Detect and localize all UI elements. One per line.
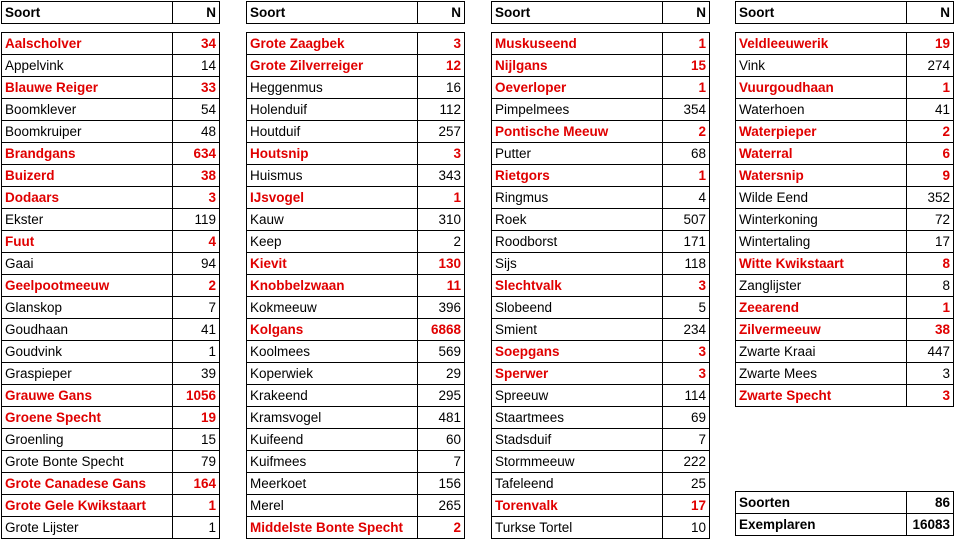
species-row xyxy=(2,231,220,253)
species-count: 3 xyxy=(663,275,710,297)
species-name: Grote Zaagbek xyxy=(247,33,418,55)
species-count: 79 xyxy=(173,451,220,473)
species-row xyxy=(492,407,710,429)
species-count: 38 xyxy=(907,319,954,341)
species-row xyxy=(247,319,465,341)
species-row xyxy=(492,495,710,517)
species-name: Dodaars xyxy=(2,187,173,209)
species-name: Heggenmus xyxy=(247,77,418,99)
species-name: Fuut xyxy=(2,231,173,253)
species-name: Nijlgans xyxy=(492,55,663,77)
species-row xyxy=(492,319,710,341)
species-name: Koperwiek xyxy=(247,363,418,385)
species-name: Kokmeeuw xyxy=(247,297,418,319)
species-name: Muskuseend xyxy=(492,33,663,55)
species-row xyxy=(247,187,465,209)
species-name: Ekster xyxy=(2,209,173,231)
species-row xyxy=(736,55,954,77)
species-count: 6868 xyxy=(418,319,465,341)
species-row xyxy=(247,341,465,363)
species-name: Ringmus xyxy=(492,187,663,209)
species-name: Blauwe Reiger xyxy=(2,77,173,99)
species-row xyxy=(736,231,954,253)
species-count: 119 xyxy=(173,209,220,231)
species-row xyxy=(2,275,220,297)
totals-value: 86 xyxy=(907,492,954,514)
species-name: Sijs xyxy=(492,253,663,275)
empty-row xyxy=(736,428,954,449)
species-row xyxy=(2,407,220,429)
species-name: Holenduif xyxy=(247,99,418,121)
species-count: 72 xyxy=(907,209,954,231)
species-name: Kolgans xyxy=(247,319,418,341)
species-name: Grote Lijster xyxy=(2,517,173,539)
species-name: Geelpootmeeuw xyxy=(2,275,173,297)
species-count: 15 xyxy=(173,429,220,451)
species-name: Goudvink xyxy=(2,341,173,363)
species-count: 569 xyxy=(418,341,465,363)
species-count: 222 xyxy=(663,451,710,473)
species-row xyxy=(247,121,465,143)
species-count: 295 xyxy=(418,385,465,407)
species-name: Krakeend xyxy=(247,385,418,407)
species-row xyxy=(2,121,220,143)
header-n: N xyxy=(418,2,465,24)
species-count: 19 xyxy=(173,407,220,429)
species-name: Waterpieper xyxy=(736,121,907,143)
species-name: Grote Zilverreiger xyxy=(247,55,418,77)
species-name: Rietgors xyxy=(492,165,663,187)
species-count: 2 xyxy=(418,231,465,253)
species-row xyxy=(2,341,220,363)
header-n: N xyxy=(663,2,710,24)
species-count: 16 xyxy=(418,77,465,99)
species-row xyxy=(492,187,710,209)
species-count: 11 xyxy=(418,275,465,297)
species-row xyxy=(247,165,465,187)
totals-label: Exemplaren xyxy=(736,514,907,536)
species-row xyxy=(736,341,954,363)
species-count: 17 xyxy=(663,495,710,517)
table-header xyxy=(2,2,220,24)
species-name: Staartmees xyxy=(492,407,663,429)
species-count: 118 xyxy=(663,253,710,275)
spacer-row xyxy=(736,24,954,33)
species-name: Soepgans xyxy=(492,341,663,363)
species-row xyxy=(2,451,220,473)
species-count: 156 xyxy=(418,473,465,495)
species-count: 60 xyxy=(418,429,465,451)
species-count: 3 xyxy=(907,385,954,407)
species-row xyxy=(492,55,710,77)
species-count: 3 xyxy=(173,187,220,209)
species-count: 29 xyxy=(418,363,465,385)
species-count: 257 xyxy=(418,121,465,143)
species-row xyxy=(492,363,710,385)
species-row xyxy=(247,363,465,385)
species-name: Oeverloper xyxy=(492,77,663,99)
species-count: 1 xyxy=(663,33,710,55)
species-name: Stormmeeuw xyxy=(492,451,663,473)
species-row xyxy=(492,77,710,99)
table-header xyxy=(492,2,710,24)
species-name: Winterkoning xyxy=(736,209,907,231)
spacer-row xyxy=(2,24,220,33)
species-row xyxy=(492,143,710,165)
species-count: 234 xyxy=(663,319,710,341)
species-name: Turkse Tortel xyxy=(492,517,663,539)
species-name: Kramsvogel xyxy=(247,407,418,429)
species-row xyxy=(492,33,710,55)
species-row xyxy=(492,429,710,451)
species-row xyxy=(492,99,710,121)
species-name: Slobeend xyxy=(492,297,663,319)
species-name: Watersnip xyxy=(736,165,907,187)
species-count: 68 xyxy=(663,143,710,165)
species-row xyxy=(2,429,220,451)
species-count: 1 xyxy=(663,165,710,187)
species-count: 2 xyxy=(907,121,954,143)
species-count: 94 xyxy=(173,253,220,275)
species-row xyxy=(492,165,710,187)
species-count: 8 xyxy=(907,275,954,297)
species-row xyxy=(492,253,710,275)
species-row xyxy=(247,209,465,231)
species-row xyxy=(492,517,710,539)
species-name: Slechtvalk xyxy=(492,275,663,297)
species-name: Huismus xyxy=(247,165,418,187)
species-name: Zwarte Specht xyxy=(736,385,907,407)
spacer-row xyxy=(247,24,465,33)
totals-row xyxy=(736,492,954,514)
species-row xyxy=(492,451,710,473)
species-name: Zanglijster xyxy=(736,275,907,297)
species-count: 9 xyxy=(907,165,954,187)
species-row xyxy=(492,209,710,231)
species-row xyxy=(2,55,220,77)
species-name: Boomklever xyxy=(2,99,173,121)
species-count: 33 xyxy=(173,77,220,99)
species-name: Stadsduif xyxy=(492,429,663,451)
species-name: Kuifmees xyxy=(247,451,418,473)
species-name: Veldleeuwerik xyxy=(736,33,907,55)
species-name: Groene Specht xyxy=(2,407,173,429)
table-header xyxy=(736,2,954,24)
species-count: 17 xyxy=(907,231,954,253)
species-name: Zeearend xyxy=(736,297,907,319)
species-count: 1 xyxy=(907,77,954,99)
species-count: 25 xyxy=(663,473,710,495)
species-count: 481 xyxy=(418,407,465,429)
species-name: Graspieper xyxy=(2,363,173,385)
species-name: Middelste Bonte Specht xyxy=(247,517,418,539)
header-soort: Soort xyxy=(736,2,907,24)
species-name: Waterhoen xyxy=(736,99,907,121)
species-name: Goudhaan xyxy=(2,319,173,341)
species-count: 3 xyxy=(907,363,954,385)
species-row xyxy=(247,253,465,275)
species-row xyxy=(247,231,465,253)
species-name: Appelvink xyxy=(2,55,173,77)
species-name: Houtsnip xyxy=(247,143,418,165)
species-row xyxy=(736,275,954,297)
totals-value: 16083 xyxy=(907,514,954,536)
species-name: Groenling xyxy=(2,429,173,451)
species-row xyxy=(247,517,465,539)
species-name: Buizerd xyxy=(2,165,173,187)
species-count: 3 xyxy=(663,363,710,385)
species-row xyxy=(247,407,465,429)
species-name: Grote Canadese Gans xyxy=(2,473,173,495)
species-count: 1 xyxy=(907,297,954,319)
species-name: Witte Kwikstaart xyxy=(736,253,907,275)
species-name: Vink xyxy=(736,55,907,77)
species-row xyxy=(247,33,465,55)
species-count: 10 xyxy=(663,517,710,539)
header-soort: Soort xyxy=(2,2,173,24)
species-count: 171 xyxy=(663,231,710,253)
species-row xyxy=(2,209,220,231)
species-name: Aalscholver xyxy=(2,33,173,55)
species-count: 48 xyxy=(173,121,220,143)
species-name: Kauw xyxy=(247,209,418,231)
species-count: 2 xyxy=(663,121,710,143)
species-count: 164 xyxy=(173,473,220,495)
species-name: Sperwer xyxy=(492,363,663,385)
species-row xyxy=(2,33,220,55)
species-name: Kuifeend xyxy=(247,429,418,451)
species-row xyxy=(736,187,954,209)
species-row xyxy=(2,99,220,121)
species-name: Wilde Eend xyxy=(736,187,907,209)
species-name: Pontische Meeuw xyxy=(492,121,663,143)
species-row xyxy=(736,77,954,99)
species-name: Torenvalk xyxy=(492,495,663,517)
species-row xyxy=(492,231,710,253)
species-name: Houtduif xyxy=(247,121,418,143)
species-count: 39 xyxy=(173,363,220,385)
species-count: 14 xyxy=(173,55,220,77)
species-count: 274 xyxy=(907,55,954,77)
species-count: 7 xyxy=(173,297,220,319)
species-row xyxy=(2,297,220,319)
species-row xyxy=(736,385,954,407)
species-row xyxy=(247,473,465,495)
species-row xyxy=(736,165,954,187)
species-name: Zilvermeeuw xyxy=(736,319,907,341)
species-name: Meerkoet xyxy=(247,473,418,495)
species-name: Merel xyxy=(247,495,418,517)
species-row xyxy=(736,297,954,319)
species-name: Putter xyxy=(492,143,663,165)
header-soort: Soort xyxy=(492,2,663,24)
species-count: 54 xyxy=(173,99,220,121)
species-row xyxy=(736,33,954,55)
species-row xyxy=(2,253,220,275)
species-count: 265 xyxy=(418,495,465,517)
species-table-4 xyxy=(735,1,954,536)
species-row xyxy=(2,363,220,385)
species-row xyxy=(736,319,954,341)
species-name: Waterral xyxy=(736,143,907,165)
species-row xyxy=(247,143,465,165)
species-row xyxy=(2,385,220,407)
species-count: 19 xyxy=(907,33,954,55)
species-table-3 xyxy=(491,1,710,539)
species-row xyxy=(2,495,220,517)
species-name: Pimpelmees xyxy=(492,99,663,121)
species-name: Tafeleend xyxy=(492,473,663,495)
species-row xyxy=(2,165,220,187)
species-row xyxy=(247,451,465,473)
species-count: 2 xyxy=(418,517,465,539)
totals-label: Soorten xyxy=(736,492,907,514)
species-name: Zwarte Mees xyxy=(736,363,907,385)
species-row xyxy=(247,55,465,77)
species-row xyxy=(2,319,220,341)
species-count: 112 xyxy=(418,99,465,121)
species-row xyxy=(492,385,710,407)
species-row xyxy=(247,275,465,297)
spacer-row xyxy=(492,24,710,33)
species-count: 4 xyxy=(663,187,710,209)
header-n: N xyxy=(173,2,220,24)
species-count: 69 xyxy=(663,407,710,429)
totals-row xyxy=(736,514,954,536)
species-row xyxy=(247,429,465,451)
species-row xyxy=(492,341,710,363)
species-count: 38 xyxy=(173,165,220,187)
species-row xyxy=(247,99,465,121)
species-row xyxy=(2,77,220,99)
species-row xyxy=(736,121,954,143)
species-name: Brandgans xyxy=(2,143,173,165)
species-count: 130 xyxy=(418,253,465,275)
species-name: Spreeuw xyxy=(492,385,663,407)
empty-row xyxy=(736,470,954,492)
species-name: Knobbelzwaan xyxy=(247,275,418,297)
species-name: Gaai xyxy=(2,253,173,275)
species-row xyxy=(736,253,954,275)
empty-row xyxy=(736,407,954,429)
species-count: 634 xyxy=(173,143,220,165)
species-count: 5 xyxy=(663,297,710,319)
species-name: Grote Gele Kwikstaart xyxy=(2,495,173,517)
species-name: IJsvogel xyxy=(247,187,418,209)
species-name: Vuurgoudhaan xyxy=(736,77,907,99)
species-count: 343 xyxy=(418,165,465,187)
species-count: 310 xyxy=(418,209,465,231)
species-row xyxy=(2,187,220,209)
species-count: 1 xyxy=(173,495,220,517)
species-count: 4 xyxy=(173,231,220,253)
species-row xyxy=(2,143,220,165)
species-count: 1 xyxy=(173,517,220,539)
species-row xyxy=(2,473,220,495)
species-count: 2 xyxy=(173,275,220,297)
species-count: 7 xyxy=(418,451,465,473)
species-row xyxy=(247,297,465,319)
species-row xyxy=(492,473,710,495)
species-count: 3 xyxy=(418,143,465,165)
species-name: Roek xyxy=(492,209,663,231)
species-row xyxy=(736,143,954,165)
species-name: Grauwe Gans xyxy=(2,385,173,407)
species-name: Zwarte Kraai xyxy=(736,341,907,363)
species-name: Koolmees xyxy=(247,341,418,363)
table-header xyxy=(247,2,465,24)
species-count: 3 xyxy=(663,341,710,363)
species-count: 1 xyxy=(663,77,710,99)
species-row xyxy=(492,121,710,143)
species-name: Glanskop xyxy=(2,297,173,319)
species-count: 1 xyxy=(173,341,220,363)
species-row xyxy=(492,297,710,319)
species-count: 507 xyxy=(663,209,710,231)
species-count: 12 xyxy=(418,55,465,77)
species-row xyxy=(247,495,465,517)
empty-row xyxy=(736,449,954,470)
species-count: 114 xyxy=(663,385,710,407)
species-count: 447 xyxy=(907,341,954,363)
species-count: 34 xyxy=(173,33,220,55)
header-n: N xyxy=(907,2,954,24)
species-count: 8 xyxy=(907,253,954,275)
species-name: Boomkruiper xyxy=(2,121,173,143)
species-row xyxy=(247,385,465,407)
species-row xyxy=(736,99,954,121)
species-name: Grote Bonte Specht xyxy=(2,451,173,473)
species-name: Roodborst xyxy=(492,231,663,253)
species-count: 354 xyxy=(663,99,710,121)
species-name: Wintertaling xyxy=(736,231,907,253)
species-count: 3 xyxy=(418,33,465,55)
species-row xyxy=(736,363,954,385)
species-row xyxy=(492,275,710,297)
species-name: Kievit xyxy=(247,253,418,275)
species-name: Keep xyxy=(247,231,418,253)
species-name: Smient xyxy=(492,319,663,341)
species-count: 41 xyxy=(173,319,220,341)
species-row xyxy=(247,77,465,99)
species-table-2 xyxy=(246,1,465,539)
header-soort: Soort xyxy=(247,2,418,24)
species-row xyxy=(736,209,954,231)
species-count: 396 xyxy=(418,297,465,319)
species-count: 1 xyxy=(418,187,465,209)
species-row xyxy=(2,517,220,539)
species-table-1 xyxy=(1,1,220,539)
species-count: 41 xyxy=(907,99,954,121)
species-count: 15 xyxy=(663,55,710,77)
species-count: 1056 xyxy=(173,385,220,407)
species-count: 352 xyxy=(907,187,954,209)
species-count: 7 xyxy=(663,429,710,451)
species-count: 6 xyxy=(907,143,954,165)
